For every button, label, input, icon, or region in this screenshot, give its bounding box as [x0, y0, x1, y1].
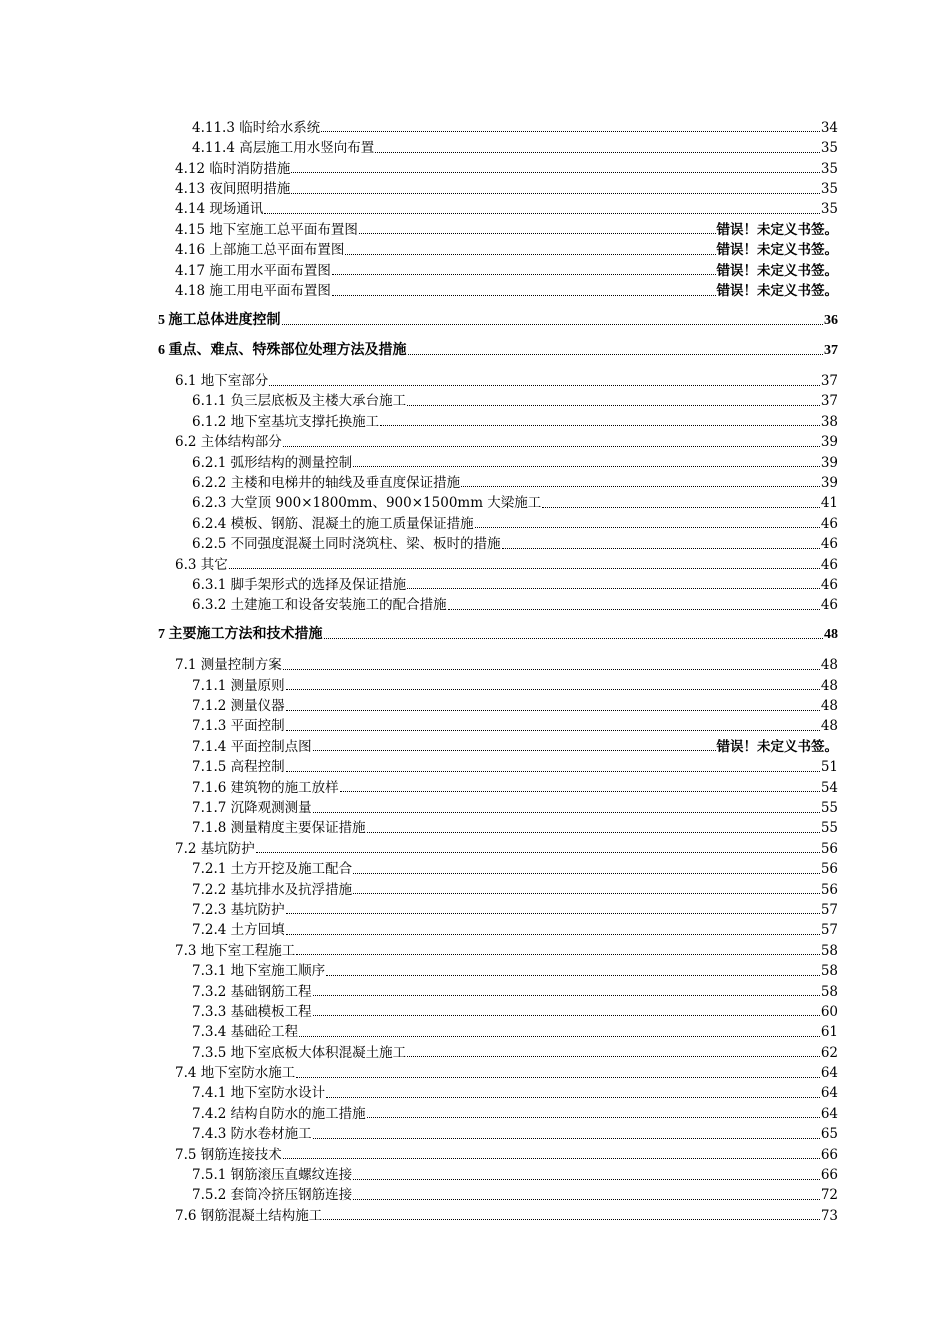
dot-leader	[340, 791, 820, 792]
toc-entry-page: 37	[820, 373, 838, 389]
toc-entry-page: 56	[820, 840, 838, 857]
dot-leader	[502, 548, 820, 549]
toc-entry-page: 48	[820, 698, 838, 715]
toc-entry-page: 39	[820, 474, 838, 491]
toc-entry-page: 37	[824, 343, 838, 359]
toc-entry-title: 6.3 其它	[175, 556, 228, 573]
toc-entry-page: 34	[820, 119, 838, 136]
toc-entry-title: 6.1.1 负三层底板及主楼大承台施工	[192, 393, 407, 410]
dot-leader	[408, 354, 824, 355]
toc-entry[interactable]	[158, 714, 838, 734]
toc-entry[interactable]	[158, 856, 838, 876]
toc-entry[interactable]	[158, 1183, 838, 1203]
toc-entry-title: 4.11.3 临时给水系统	[192, 119, 321, 136]
toc-entry-page: 35	[820, 140, 838, 157]
toc-entry-title: 7.6 钢筋混凝土结构施工	[175, 1207, 323, 1224]
dot-leader	[359, 233, 716, 234]
toc-entry-page: 38	[820, 413, 838, 430]
dot-leader	[332, 295, 716, 296]
dot-leader	[323, 1219, 820, 1220]
toc-entry[interactable]	[158, 552, 838, 572]
toc-entry[interactable]	[158, 958, 838, 978]
toc-entry[interactable]	[158, 135, 838, 155]
toc-entry[interactable]	[158, 450, 838, 470]
toc-entry[interactable]	[158, 1203, 838, 1223]
toc-entry[interactable]	[158, 999, 838, 1019]
dot-leader	[286, 913, 820, 914]
toc-entry-error: 错误！未定义书签。	[716, 242, 838, 259]
toc-entry-title: 7.3 地下室工程施工	[175, 942, 296, 959]
dot-leader	[326, 1097, 820, 1098]
toc-entry-page: 46	[820, 597, 838, 614]
toc-entry-page: 48	[820, 718, 838, 735]
toc-entry[interactable]	[158, 217, 838, 237]
dot-leader	[407, 588, 820, 589]
toc-entry-page: 66	[820, 1167, 838, 1184]
toc-entry[interactable]	[158, 572, 838, 592]
toc-entry-title: 7.4.2 结构自防水的施工措施	[192, 1105, 366, 1122]
toc-entry[interactable]	[158, 693, 838, 713]
toc-entry-page: 39	[820, 434, 838, 451]
toc-entry-page: 58	[820, 983, 838, 1000]
toc-entry-title: 7.2.2 基坑排水及抗浮措施	[192, 881, 353, 898]
toc-entry[interactable]	[158, 429, 838, 449]
toc-entry-page: 46	[820, 556, 838, 573]
toc-entry-title: 4.11.4 高层施工用水竖向布置	[192, 140, 375, 157]
toc-entry-title: 6.2.5 不同强度混凝土同时浇筑柱、梁、板时的措施	[192, 536, 501, 553]
toc-entry[interactable]	[158, 156, 838, 176]
toc-entry[interactable]	[158, 338, 838, 358]
toc-entry[interactable]	[158, 816, 838, 836]
toc-entry[interactable]	[158, 938, 838, 958]
toc-entry-title: 7.1.6 建筑物的施工放样	[192, 779, 339, 796]
dot-leader	[353, 873, 820, 874]
toc-entry-page: 46	[820, 536, 838, 553]
toc-entry[interactable]	[158, 836, 838, 856]
toc-entry[interactable]	[158, 470, 838, 490]
toc-entry[interactable]	[158, 531, 838, 551]
toc-entry-page: 73	[820, 1207, 838, 1224]
toc-entry-title: 4.14 现场通讯	[175, 201, 264, 218]
toc-entry-page: 46	[820, 515, 838, 532]
toc-entry-title: 7.4.3 防水卷材施工	[192, 1126, 312, 1143]
toc-entry-title: 4.15 地下室施工总平面布置图	[175, 221, 358, 238]
dot-leader	[345, 254, 715, 255]
dot-leader	[367, 832, 820, 833]
toc-entry[interactable]	[158, 673, 838, 693]
toc-entry-page: 64	[820, 1105, 838, 1122]
toc-entry-page: 35	[820, 201, 838, 218]
toc-entry-page: 62	[820, 1044, 838, 1061]
toc-entry[interactable]	[158, 622, 838, 642]
toc-entry-title: 7.2 基坑防护	[175, 840, 255, 857]
toc-entry-error: 错误！未定义书签。	[716, 283, 838, 300]
dot-leader	[283, 669, 820, 670]
dot-leader	[324, 638, 824, 639]
toc-entry-page: 46	[820, 576, 838, 593]
dot-leader	[353, 1199, 820, 1200]
toc-entry[interactable]	[158, 308, 838, 328]
toc-entry[interactable]	[158, 652, 838, 672]
toc-entry-title: 4.12 临时消防措施	[175, 160, 291, 177]
toc-entry[interactable]	[158, 917, 838, 937]
dot-leader	[461, 486, 820, 487]
toc-entry-title: 4.18 施工用电平面布置图	[175, 283, 331, 300]
toc-entry-title: 6.2.2 主楼和电梯井的轴线及垂直度保证措施	[192, 474, 461, 491]
dot-leader	[296, 954, 820, 955]
dot-leader	[407, 405, 820, 406]
dot-leader	[291, 172, 819, 173]
toc-entry[interactable]	[158, 1142, 838, 1162]
toc-entry-title: 6.1 地下室部分	[175, 373, 269, 389]
toc-entry[interactable]	[158, 1060, 838, 1080]
toc-entry-title: 7.3.1 地下室施工顺序	[192, 963, 326, 980]
toc-entry-title: 7.1.2 测量仪器	[192, 698, 285, 715]
toc-entry-page: 58	[820, 942, 838, 959]
toc-entry-title: 6.2 主体结构部分	[175, 434, 282, 451]
dot-leader	[475, 527, 820, 528]
toc-entry-error: 错误！未定义书签。	[716, 262, 838, 279]
toc-entry-title: 7.1.5 高程控制	[192, 759, 285, 776]
toc-entry[interactable]	[158, 1101, 838, 1121]
dot-leader	[264, 213, 819, 214]
dot-leader	[313, 995, 820, 996]
toc-entry-title: 7.4.1 地下室防水设计	[192, 1085, 326, 1102]
toc-entry[interactable]	[158, 1019, 838, 1039]
dot-leader	[286, 710, 820, 711]
toc-entry-page: 41	[820, 495, 838, 512]
toc-entry-title: 7.2.1 土方开挖及施工配合	[192, 861, 353, 878]
toc-entry[interactable]	[158, 490, 838, 510]
dot-leader	[313, 1015, 820, 1016]
toc-entry-page: 51	[820, 759, 838, 776]
toc-entry-title: 6.3.1 脚手架形式的选择及保证措施	[192, 576, 407, 593]
dot-leader	[282, 324, 824, 325]
toc-entry-title: 7.1.7 沉降观测测量	[192, 800, 312, 817]
toc-entry-page: 55	[820, 800, 838, 817]
toc-entry[interactable]	[158, 197, 838, 217]
toc-entry-title: 7.3.4 基础砼工程	[192, 1024, 299, 1041]
dot-leader	[291, 193, 819, 194]
toc-entry[interactable]	[158, 368, 838, 388]
toc-entry-title: 6.2.1 弧形结构的测量控制	[192, 454, 353, 471]
toc-entry-title: 6.2.4 模板、钢筋、混凝土的施工质量保证措施	[192, 515, 474, 532]
dot-leader	[286, 730, 820, 731]
dot-leader	[286, 689, 820, 690]
toc-entry-page: 55	[820, 820, 838, 837]
toc-entry-title: 7.2.4 土方回填	[192, 922, 285, 939]
toc-entry[interactable]	[158, 115, 838, 135]
toc-entry-title: 7.3.5 地下室底板大体积混凝土施工	[192, 1044, 407, 1061]
toc-entry-page: 39	[820, 454, 838, 471]
toc-entry-page: 72	[820, 1187, 838, 1204]
toc-entry-title: 7 主要施工方法和技术措施	[158, 627, 323, 643]
toc-entry[interactable]	[158, 795, 838, 815]
dot-leader	[286, 934, 820, 935]
toc-entry-page: 35	[820, 181, 838, 198]
toc-entry-title: 7.3.2 基础钢筋工程	[192, 983, 312, 1000]
dot-leader	[353, 1179, 820, 1180]
toc-entry-title: 7.1.1 测量原则	[192, 677, 285, 694]
toc-entry-page: 66	[820, 1146, 838, 1163]
toc-entry-page: 48	[820, 657, 838, 674]
dot-leader	[367, 1117, 820, 1118]
toc-entry-title: 4.16 上部施工总平面布置图	[175, 242, 345, 259]
toc-entry[interactable]	[158, 877, 838, 897]
toc-entry[interactable]	[158, 409, 838, 429]
toc-entry-page: 54	[820, 779, 838, 796]
toc-entry-title: 6.2.3 大堂顶 900×1800mm、900×1500mm 大梁施工	[192, 495, 542, 512]
dot-leader	[448, 609, 820, 610]
dot-leader	[375, 152, 820, 153]
dot-leader	[296, 1077, 820, 1078]
toc-entry[interactable]	[158, 237, 838, 257]
toc-entry-title: 4.13 夜间照明措施	[175, 181, 291, 198]
toc-entry-title: 7.1 测量控制方案	[175, 657, 282, 674]
toc-entry-title: 7.5.1 钢筋滚压直螺纹连接	[192, 1167, 353, 1184]
toc-entry[interactable]	[158, 1121, 838, 1141]
dot-leader	[229, 568, 820, 569]
toc-entry-page: 61	[820, 1024, 838, 1041]
dot-leader	[269, 385, 820, 386]
toc-entry-page: 57	[820, 922, 838, 939]
toc-entry[interactable]	[158, 775, 838, 795]
toc-entry-title: 7.2.3 基坑防护	[192, 901, 285, 918]
dot-leader	[353, 466, 820, 467]
dot-leader	[353, 893, 820, 894]
toc-entry-title: 7.1.4 平面控制点图	[192, 738, 312, 755]
dot-leader	[332, 274, 716, 275]
toc-entry[interactable]	[158, 754, 838, 774]
toc-entry-page: 57	[820, 901, 838, 918]
dot-leader	[283, 1158, 820, 1159]
dot-leader	[326, 975, 820, 976]
toc-entry-page: 58	[820, 963, 838, 980]
dot-leader	[286, 771, 820, 772]
toc-entry-title: 5 施工总体进度控制	[158, 313, 281, 329]
toc-entry-error: 错误！未定义书签。	[716, 738, 838, 755]
dot-leader	[313, 812, 820, 813]
toc-entry[interactable]	[158, 734, 838, 754]
toc-entry-title: 6 重点、难点、特殊部位处理方法及措施	[158, 343, 407, 359]
toc-entry-page: 36	[824, 313, 838, 329]
toc-entry-page: 56	[820, 861, 838, 878]
toc-entry-title: 7.1.3 平面控制	[192, 718, 285, 735]
table-of-contents	[158, 115, 838, 1223]
toc-entry[interactable]	[158, 1081, 838, 1101]
dot-leader	[313, 750, 716, 751]
toc-entry-title: 7.4 地下室防水施工	[175, 1065, 296, 1082]
dot-leader	[299, 1036, 820, 1037]
toc-entry-page: 64	[820, 1065, 838, 1082]
toc-entry[interactable]	[158, 176, 838, 196]
dot-leader	[380, 425, 820, 426]
toc-entry[interactable]	[158, 897, 838, 917]
toc-entry-title: 7.5.2 套筒冷挤压钢筋连接	[192, 1187, 353, 1204]
toc-entry-error: 错误！未定义书签。	[716, 221, 838, 238]
dot-leader	[283, 446, 820, 447]
dot-leader	[542, 507, 820, 508]
toc-entry-page: 35	[820, 160, 838, 177]
toc-entry[interactable]	[158, 1040, 838, 1060]
toc-entry[interactable]	[158, 389, 838, 409]
toc-entry[interactable]	[158, 258, 838, 278]
toc-entry-page: 48	[824, 627, 838, 643]
toc-entry[interactable]	[158, 979, 838, 999]
toc-entry-page: 37	[820, 393, 838, 410]
toc-entry[interactable]	[158, 511, 838, 531]
toc-entry[interactable]	[158, 1162, 838, 1182]
toc-entry-title: 6.1.2 地下室基坑支撑托换施工	[192, 413, 380, 430]
toc-entry-title: 7.5 钢筋连接技术	[175, 1146, 282, 1163]
dot-leader	[321, 131, 820, 132]
toc-entry[interactable]	[158, 592, 838, 612]
dot-leader	[256, 852, 820, 853]
toc-entry[interactable]	[158, 278, 838, 298]
toc-entry-title: 7.3.3 基础模板工程	[192, 1003, 312, 1020]
toc-entry-page: 56	[820, 881, 838, 898]
toc-entry-page: 65	[820, 1126, 838, 1143]
toc-entry-title: 7.1.8 测量精度主要保证措施	[192, 820, 366, 837]
toc-entry-title: 4.17 施工用水平面布置图	[175, 262, 331, 279]
toc-entry-title: 6.3.2 土建施工和设备安装施工的配合措施	[192, 597, 447, 614]
toc-entry-page: 60	[820, 1003, 838, 1020]
toc-entry-page: 64	[820, 1085, 838, 1102]
toc-entry-page: 48	[820, 677, 838, 694]
dot-leader	[313, 1138, 820, 1139]
dot-leader	[407, 1056, 820, 1057]
